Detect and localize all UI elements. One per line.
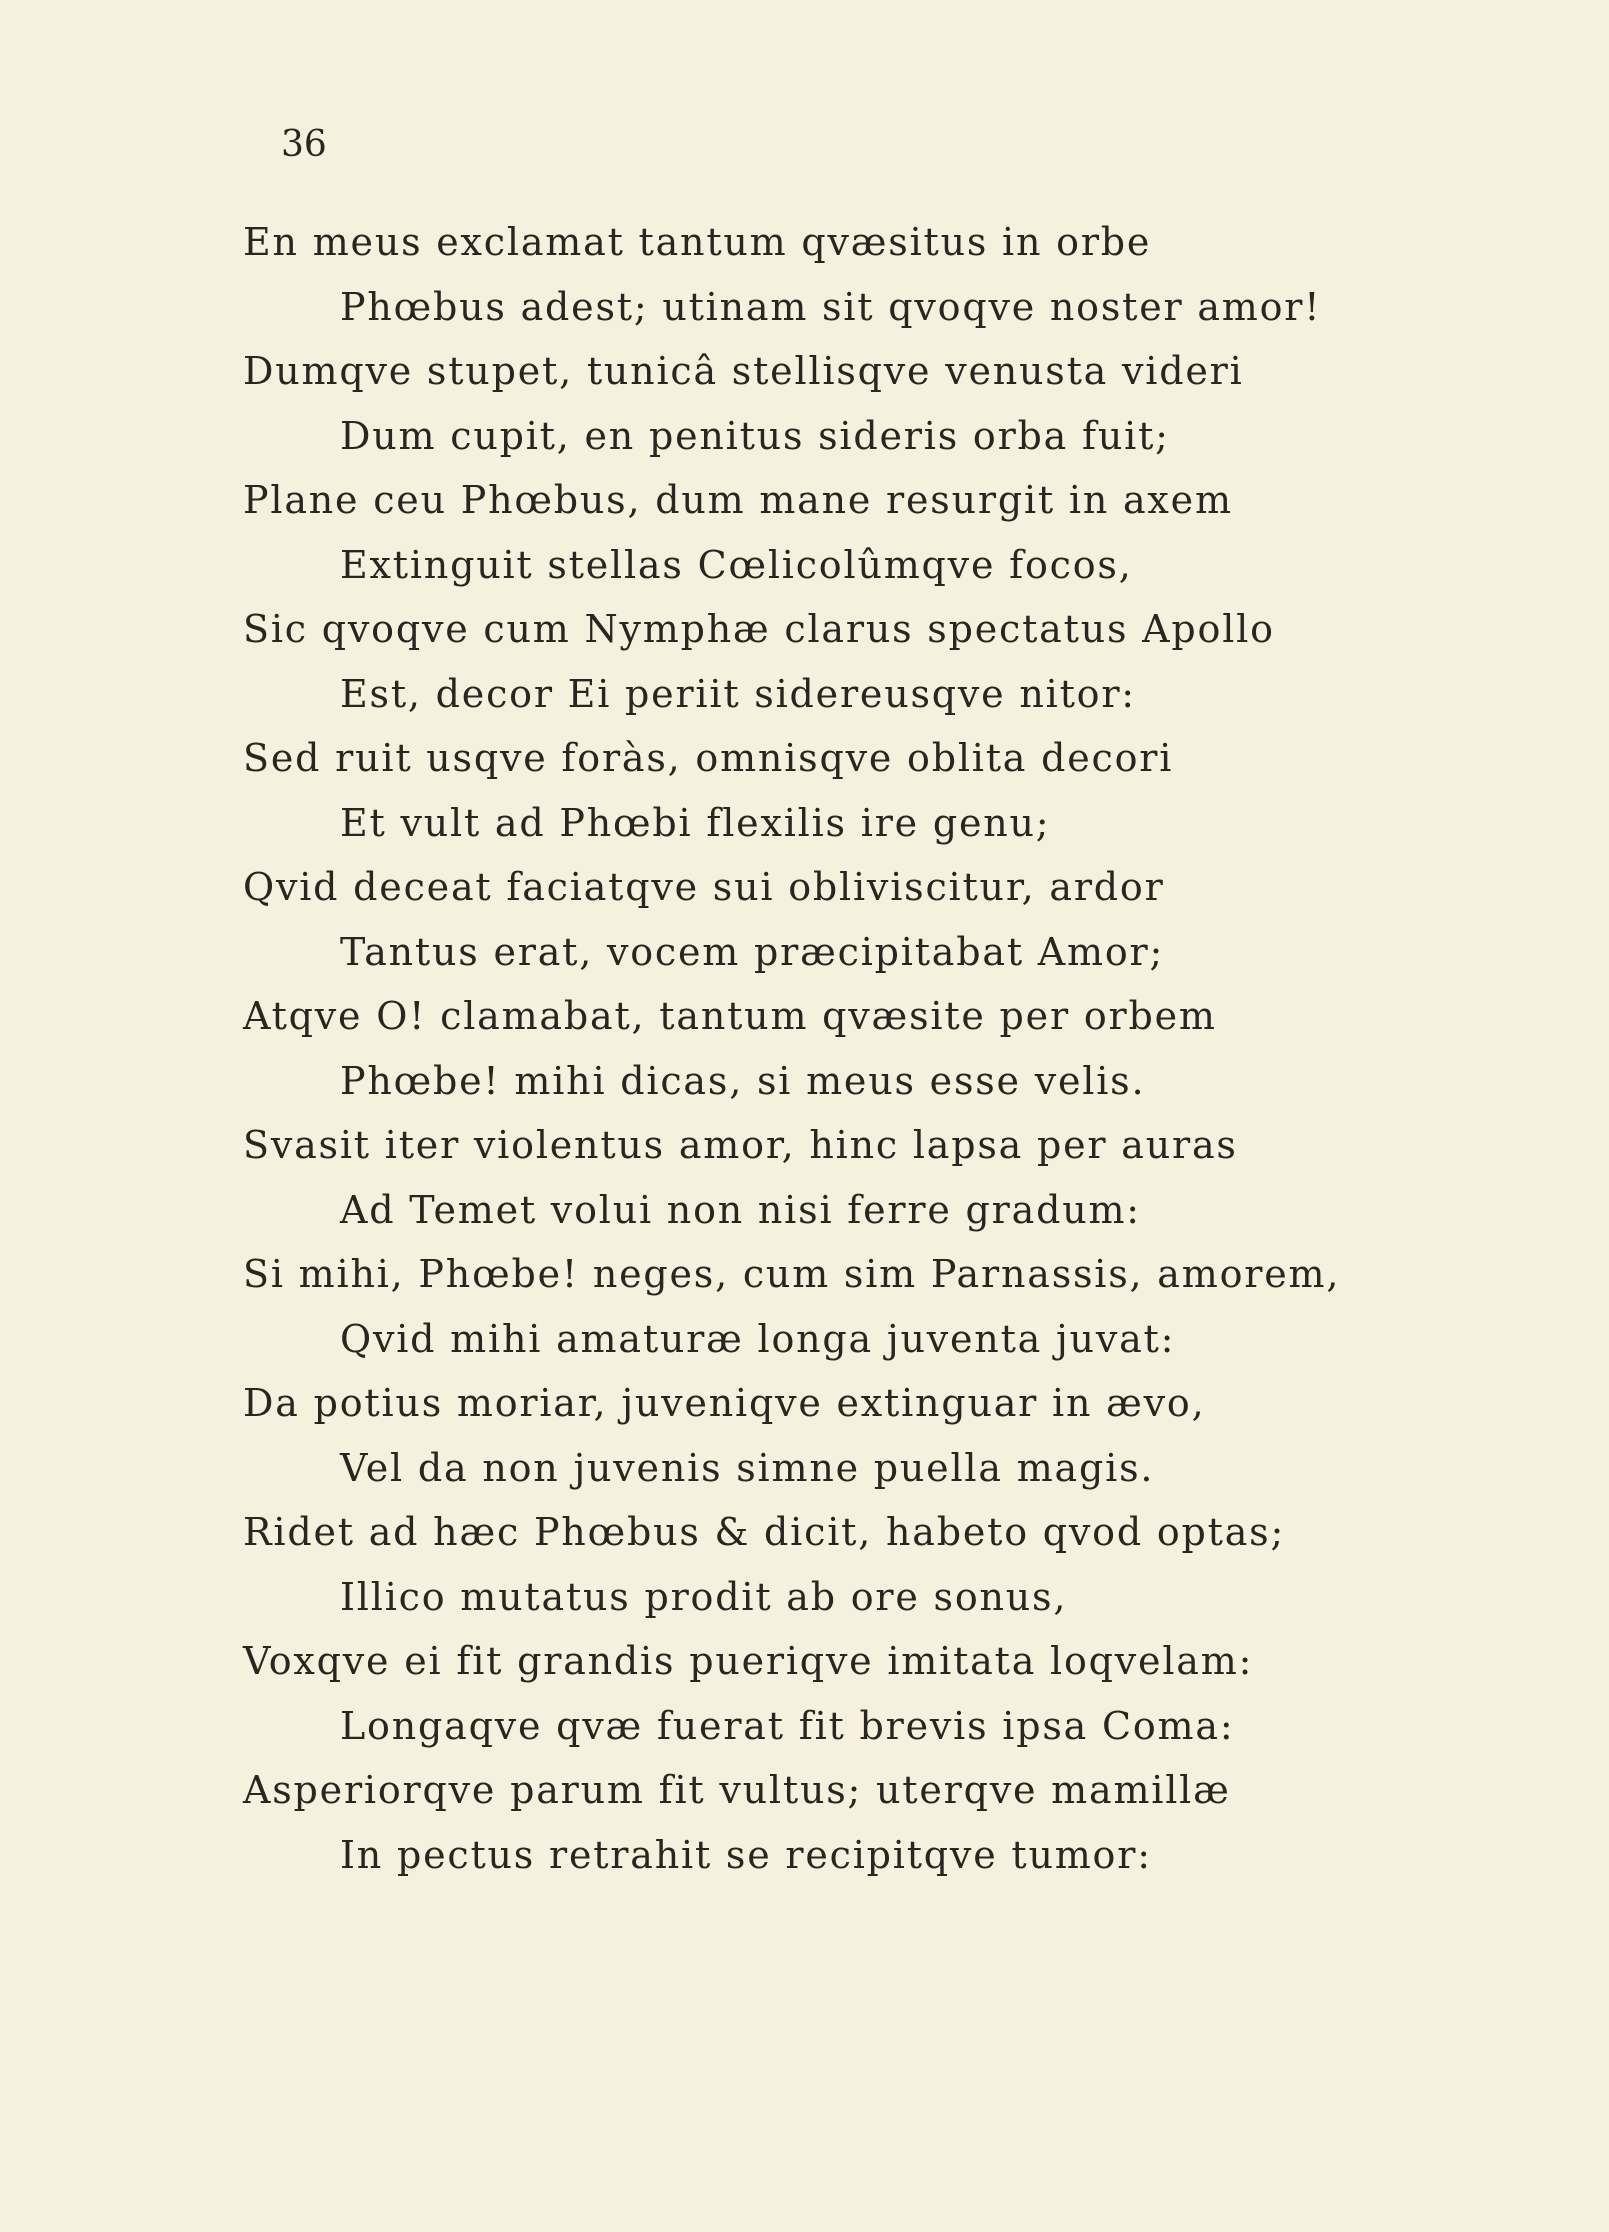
poem-line: Ridet ad hæc Phœbus & dicit, habeto qvod optas; <box>243 1510 1286 1554</box>
poem-line: Qvid mihi amaturæ longa juventa juvat: <box>340 1316 1176 1361</box>
poem-line: Dumqve stupet, tunicâ stellisqve venusta videri <box>243 349 1244 393</box>
poem-line: Extinguit stellas Cœlicolûmqve focos, <box>340 542 1133 587</box>
poem-line: Svasit iter violentus amor, hinc lapsa per auras <box>243 1123 1238 1167</box>
poem-line: Dum cupit, en penitus sideris orba fuit; <box>340 413 1170 458</box>
poem-line: Sed ruit usqve foràs, omnisqve oblita decori <box>243 736 1174 780</box>
poem-line: Atqve O! clamabat, tantum qvæsite per orbem <box>243 994 1217 1038</box>
poem-line: Et vult ad Phœbi flexilis ire genu; <box>340 800 1051 845</box>
poem-line: Illico mutatus prodit ab ore sonus, <box>340 1574 1068 1619</box>
poem-line: Voxqve ei fit grandis pueriqve imitata loqvelam: <box>243 1639 1254 1683</box>
poem-line: Est, decor Ei periit sidereusqve nitor: <box>340 671 1136 716</box>
poem-line: Asperiorqve parum fit vultus; uterqve mamillæ <box>243 1768 1231 1812</box>
poem-line: Phœbus adest; utinam sit qvoqve noster amor! <box>340 284 1322 329</box>
poem-line: Sic qvoqve cum Nymphæ clarus spectatus Apollo <box>243 607 1275 651</box>
poem-line: Vel da non juvenis simne puella magis. <box>340 1445 1155 1490</box>
poem-line: Ad Temet volui non nisi ferre gradum: <box>340 1187 1141 1232</box>
poem-body <box>243 210 1543 1887</box>
poem-line: In pectus retrahit se recipitqve tumor: <box>340 1832 1152 1877</box>
poem-line: Si mihi, Phœbe! neges, cum sim Parnassis, amorem, <box>243 1252 1341 1296</box>
poem-line: Plane ceu Phœbus, dum mane resurgit in axem <box>243 478 1233 522</box>
page-number: 36 <box>281 124 327 165</box>
poem-line: Qvid deceat faciatqve sui obliviscitur, ardor <box>243 865 1165 909</box>
poem-line: Longaqve qvæ fuerat fit brevis ipsa Coma: <box>340 1703 1235 1748</box>
poem-line: Da potius moriar, juveniqve extinguar in ævo, <box>243 1381 1206 1425</box>
poem-line: Tantus erat, vocem præcipitabat Amor; <box>340 929 1165 974</box>
poem-line: Phœbe! mihi dicas, si meus esse velis. <box>340 1058 1146 1103</box>
poem-line: En meus exclamat tantum qvæsitus in orbe <box>243 220 1152 264</box>
